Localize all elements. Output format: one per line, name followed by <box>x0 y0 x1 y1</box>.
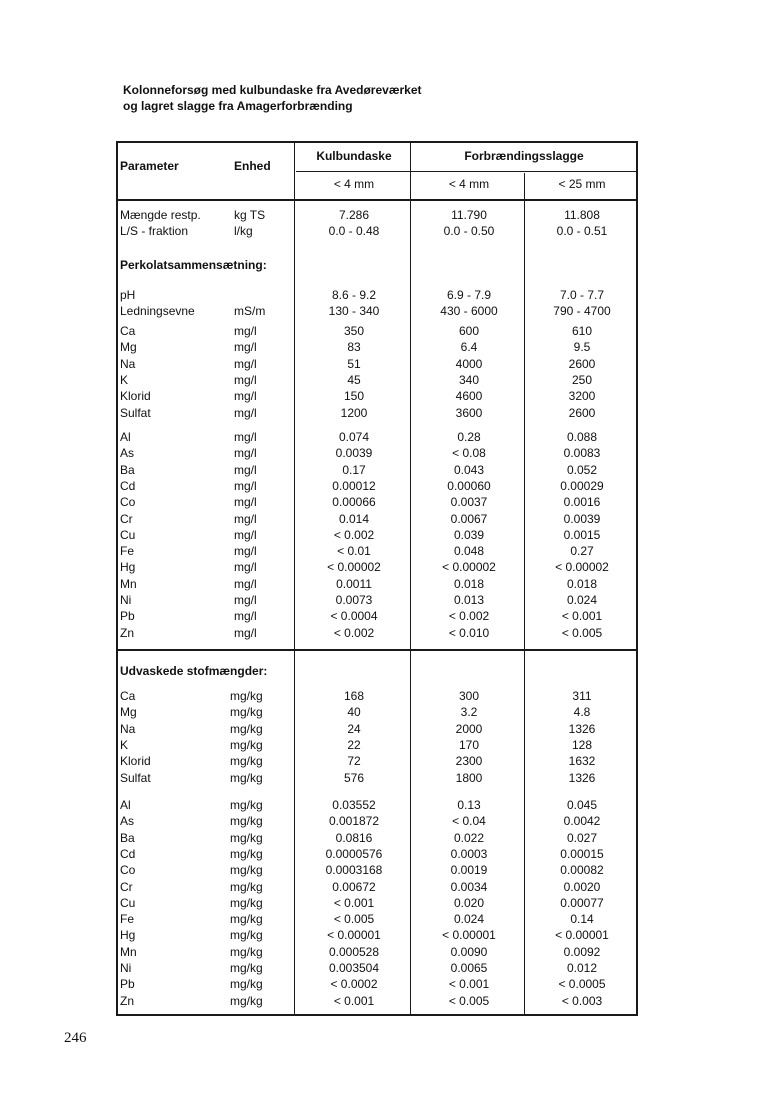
value-forb25-cell: 0.052 <box>566 462 598 477</box>
unit-cell: mg/l <box>234 511 257 526</box>
value-forb4-cell: 0.0 - 0.50 <box>443 224 495 239</box>
param-cell: Ca <box>120 324 136 338</box>
value-kul-cell: 130 - 340 <box>328 304 380 319</box>
unit-cell: mg/l <box>234 340 257 355</box>
value-forb25-cell: < 0.00002 <box>555 560 609 575</box>
unit-cell: mg/l <box>234 324 257 338</box>
value-forb4-cell: 0.048 <box>453 544 485 559</box>
param-cell: Ba <box>120 462 135 477</box>
value-forb4-cell: 0.022 <box>453 830 485 845</box>
param-cell: Cr <box>120 879 133 894</box>
param-cell: As <box>120 446 135 461</box>
param-cell: Mg <box>120 340 137 355</box>
value-forb4-cell: 170 <box>458 737 480 752</box>
value-forb25-cell: 9.5 <box>573 340 591 355</box>
value-forb4-cell: 430 - 6000 <box>440 304 498 319</box>
value-forb25-cell: < 0.003 <box>561 993 603 1008</box>
value-forb4-cell: 0.0019 <box>450 863 488 878</box>
value-kul-cell: < 0.01 <box>337 544 371 559</box>
value-forb4-cell: < 0.00001 <box>442 928 496 943</box>
value-kul-cell: < 0.0004 <box>330 609 378 624</box>
header-sub-forb-25: < 25 mm <box>558 177 606 191</box>
header-parameter: Parameter <box>120 159 179 173</box>
unit-cell: mg/l <box>234 527 257 542</box>
value-forb25-cell: 2600 <box>568 356 596 371</box>
param-cell: Na <box>120 721 136 736</box>
value-kul-cell: < 0.005 <box>333 912 375 927</box>
value-forb4-cell: 0.0065 <box>450 961 488 975</box>
value-forb25-cell: 0.045 <box>566 798 598 812</box>
value-forb25-cell: 0.024 <box>566 593 598 607</box>
unit-cell: mg/kg <box>230 846 263 861</box>
param-cell: Sulfat <box>120 770 151 785</box>
unit-cell: mg/l <box>234 446 257 461</box>
value-forb4-cell: 3600 <box>455 405 483 420</box>
value-kul-cell: 0.0039 <box>335 446 373 461</box>
header-forbraendingsslagge: Forbrændingsslagge <box>464 149 584 163</box>
unit-cell: mg/kg <box>230 961 263 975</box>
param-cell: pH <box>120 288 136 302</box>
param-cell: Ba <box>120 830 135 845</box>
value-forb4-cell: 0.018 <box>453 576 485 591</box>
value-forb25-cell: 0.0092 <box>563 944 601 959</box>
value-forb25-cell: 0.00015 <box>560 846 604 861</box>
value-kul-cell: 0.03552 <box>332 798 376 812</box>
param-cell: Cd <box>120 846 136 861</box>
value-forb25-cell: 128 <box>571 737 593 752</box>
value-kul-cell: 0.001872 <box>328 814 380 829</box>
unit-cell: mg/l <box>234 478 257 493</box>
unit-cell: mS/m <box>234 304 266 319</box>
value-forb4-cell: 4000 <box>455 356 483 371</box>
value-forb4-cell: < 0.00002 <box>442 560 496 575</box>
param-cell: K <box>120 372 129 387</box>
value-forb25-cell: 0.027 <box>566 830 598 845</box>
unit-cell: mg/l <box>234 356 257 371</box>
value-kul-cell: 0.014 <box>338 511 370 526</box>
section-divider-rule <box>118 649 636 651</box>
value-forb25-cell: 0.0039 <box>563 511 601 526</box>
value-forb4-cell: 0.28 <box>457 430 481 444</box>
value-forb4-cell: 4600 <box>455 389 483 404</box>
value-kul-cell: 0.000528 <box>328 944 380 959</box>
value-forb4-cell: 6.9 - 7.9 <box>446 288 492 302</box>
param-cell: Zn <box>120 625 135 640</box>
value-forb4-cell: < 0.04 <box>452 814 486 829</box>
value-forb25-cell: < 0.00001 <box>555 928 609 943</box>
unit-cell: mg/kg <box>230 993 263 1008</box>
unit-cell: l/kg <box>234 224 253 239</box>
value-kul-cell: 0.0000576 <box>325 846 383 861</box>
header-sub-forb-4: < 4 mm <box>448 177 490 191</box>
unit-cell: mg/kg <box>230 754 263 769</box>
value-forb4-cell: 0.020 <box>453 895 485 910</box>
column-rule-1 <box>294 143 295 1014</box>
value-forb4-cell: 0.043 <box>453 462 485 477</box>
value-kul-cell: 1200 <box>340 405 368 420</box>
value-forb4-cell: < 0.08 <box>452 446 486 461</box>
value-kul-cell: 0.0073 <box>335 593 373 607</box>
value-forb4-cell: < 0.005 <box>448 993 490 1008</box>
value-forb25-cell: 0.00082 <box>560 863 604 878</box>
value-forb25-cell: 2600 <box>568 405 596 420</box>
value-forb25-cell: < 0.005 <box>561 625 603 640</box>
header-bottom-rule <box>118 199 636 201</box>
unit-cell: mg/l <box>234 372 257 387</box>
value-forb4-cell: 0.039 <box>453 527 485 542</box>
value-forb4-cell: 0.0090 <box>450 944 488 959</box>
value-forb25-cell: < 0.0005 <box>558 977 606 992</box>
value-forb25-cell: 0.0015 <box>563 527 601 542</box>
title-line-2: og lagret slagge fra Amagerforbrænding <box>123 99 353 113</box>
header-kulbundaske: Kulbundaske <box>316 149 392 163</box>
section-udvaskede: Udvaskede stofmængder: <box>120 664 268 678</box>
value-kul-cell: < 0.00002 <box>327 560 381 575</box>
param-cell: Cu <box>120 527 136 542</box>
value-forb25-cell: 7.0 - 7.7 <box>559 288 605 302</box>
value-forb4-cell: 300 <box>458 689 480 703</box>
value-forb25-cell: 0.088 <box>566 430 598 444</box>
header-mid-rule <box>296 171 636 172</box>
value-forb4-cell: 0.0067 <box>450 511 488 526</box>
value-forb25-cell: 1326 <box>568 721 596 736</box>
param-cell: Ni <box>120 961 132 975</box>
param-cell: Ni <box>120 593 132 607</box>
value-forb25-cell: 0.00029 <box>560 478 604 493</box>
value-forb4-cell: 0.0037 <box>450 495 488 510</box>
value-kul-cell: 0.00012 <box>332 478 376 493</box>
value-forb25-cell: 311 <box>572 689 592 703</box>
param-cell: Fe <box>120 912 135 927</box>
value-forb25-cell: 1632 <box>568 754 596 769</box>
value-forb25-cell: 610 <box>571 324 593 338</box>
unit-cell: mg/kg <box>230 814 263 829</box>
value-forb4-cell: 2000 <box>455 721 483 736</box>
param-cell: Co <box>120 863 136 878</box>
param-cell: Cd <box>120 478 136 493</box>
value-forb4-cell: < 0.001 <box>448 977 490 992</box>
value-kul-cell: < 0.001 <box>333 993 375 1008</box>
param-cell: Fe <box>120 544 135 559</box>
value-forb25-cell: 0.0083 <box>563 446 601 461</box>
value-forb4-cell: 0.024 <box>453 912 485 927</box>
value-kul-cell: 0.00672 <box>332 879 376 894</box>
param-cell: K <box>120 737 129 752</box>
header-enhed: Enhed <box>234 159 271 173</box>
value-forb4-cell: 11.790 <box>451 208 487 222</box>
param-cell: Al <box>120 798 131 812</box>
value-forb25-cell: 0.018 <box>566 576 598 591</box>
unit-cell: mg/kg <box>230 944 263 959</box>
unit-cell: mg/kg <box>230 895 263 910</box>
param-cell: Mn <box>120 944 137 959</box>
value-forb25-cell: < 0.001 <box>561 609 603 624</box>
unit-cell: mg/kg <box>230 830 263 845</box>
value-kul-cell: 0.17 <box>342 462 366 477</box>
param-cell: Pb <box>120 977 135 992</box>
value-kul-cell: 0.0003168 <box>325 863 383 878</box>
value-kul-cell: 45 <box>347 372 361 387</box>
unit-cell: mg/kg <box>230 879 263 894</box>
value-forb4-cell: 600 <box>458 324 480 338</box>
value-forb4-cell: 0.13 <box>457 798 481 812</box>
value-kul-cell: 150 <box>343 389 365 404</box>
param-cell: Klorid <box>120 389 151 404</box>
unit-cell: mg/l <box>234 544 257 559</box>
value-forb25-cell: 790 - 4700 <box>553 304 611 319</box>
value-forb4-cell: < 0.002 <box>448 609 490 624</box>
unit-cell: mg/l <box>234 560 257 575</box>
param-cell: Hg <box>120 560 136 575</box>
value-kul-cell: 83 <box>347 340 361 355</box>
unit-cell: mg/kg <box>230 912 263 927</box>
unit-cell: mg/l <box>234 625 257 640</box>
value-forb4-cell: 2300 <box>455 754 483 769</box>
document-title <box>123 82 422 114</box>
value-kul-cell: < 0.002 <box>333 527 375 542</box>
unit-cell: mg/kg <box>230 977 263 992</box>
param-cell: Na <box>120 356 136 371</box>
value-kul-cell: < 0.001 <box>333 895 375 910</box>
value-kul-cell: 0.00066 <box>332 495 376 510</box>
value-forb4-cell: 340 <box>458 372 480 387</box>
param-cell: L/S - fraktion <box>120 224 189 239</box>
value-kul-cell: 72 <box>347 754 361 769</box>
value-kul-cell: 168 <box>343 689 365 703</box>
param-cell: Sulfat <box>120 405 151 420</box>
unit-cell: mg/l <box>234 593 257 607</box>
value-kul-cell: 7.286 <box>338 208 370 222</box>
value-forb4-cell: 1800 <box>455 770 483 785</box>
page-number: 246 <box>64 1030 87 1046</box>
param-cell: Ca <box>120 689 136 703</box>
value-forb4-cell: 3.2 <box>460 705 478 720</box>
param-cell: Hg <box>120 928 136 943</box>
unit-cell: mg/kg <box>230 770 263 785</box>
value-forb4-cell: 6.4 <box>460 340 478 355</box>
value-forb25-cell: 0.00077 <box>560 895 604 910</box>
param-cell: Mængde restp. <box>120 208 201 222</box>
value-kul-cell: 350 <box>343 324 365 338</box>
title-line-1: Kolonneforsøg med kulbundaske fra Avedøreværket <box>123 83 422 97</box>
value-kul-cell: < 0.00001 <box>327 928 381 943</box>
unit-cell: mg/kg <box>230 737 263 752</box>
value-forb25-cell: 3200 <box>568 389 596 404</box>
value-kul-cell: < 0.002 <box>333 625 375 640</box>
param-cell: Klorid <box>120 754 151 769</box>
header-sub-kul: < 4 mm <box>333 177 375 191</box>
unit-cell: mg/l <box>234 576 257 591</box>
unit-cell: mg/l <box>234 462 257 477</box>
value-kul-cell: 8.6 - 9.2 <box>331 288 377 302</box>
param-cell: As <box>120 814 135 829</box>
unit-cell: mg/l <box>234 430 257 444</box>
unit-cell: mg/l <box>234 609 257 624</box>
value-forb25-cell: 4.8 <box>573 705 591 720</box>
unit-cell: mg/kg <box>230 798 263 812</box>
unit-cell: mg/l <box>234 389 257 404</box>
value-kul-cell: 0.003504 <box>328 961 380 975</box>
value-forb4-cell: 0.013 <box>453 593 485 607</box>
value-kul-cell: 51 <box>347 356 361 371</box>
value-kul-cell: 40 <box>347 705 361 720</box>
param-cell: Mg <box>120 705 137 720</box>
unit-cell: mg/kg <box>230 928 263 943</box>
value-forb4-cell: 0.0003 <box>450 846 488 861</box>
value-forb25-cell: 1326 <box>568 770 596 785</box>
param-cell: Co <box>120 495 136 510</box>
value-kul-cell: 24 <box>347 721 361 736</box>
value-forb25-cell: 0.0042 <box>563 814 601 829</box>
value-kul-cell: 576 <box>343 770 365 785</box>
value-forb25-cell: 0.27 <box>570 544 594 559</box>
value-kul-cell: 0.0816 <box>335 830 373 845</box>
param-cell: Ledningsevne <box>120 304 195 319</box>
value-forb25-cell: 250 <box>571 372 593 387</box>
value-forb25-cell: 0.0016 <box>563 495 601 510</box>
results-table <box>116 141 638 1016</box>
param-cell: Cr <box>120 511 133 526</box>
value-kul-cell: 22 <box>347 737 361 752</box>
unit-cell: mg/kg <box>230 721 263 736</box>
value-kul-cell: 0.0011 <box>336 576 372 591</box>
param-cell: Cu <box>120 895 136 910</box>
unit-cell: kg TS <box>234 208 266 222</box>
param-cell: Mn <box>120 576 137 591</box>
unit-cell: mg/kg <box>230 863 263 878</box>
value-forb4-cell: 0.0034 <box>450 879 488 894</box>
param-cell: Zn <box>120 993 135 1008</box>
value-forb25-cell: 0.14 <box>570 912 594 927</box>
unit-cell: mg/kg <box>230 689 263 703</box>
value-kul-cell: 0.0 - 0.48 <box>328 224 380 239</box>
value-forb4-cell: 0.00060 <box>447 478 491 493</box>
value-forb25-cell: 0.0020 <box>563 879 601 894</box>
value-forb25-cell: 0.0 - 0.51 <box>556 224 608 239</box>
section-perkolat: Perkolatsammensætning: <box>120 258 267 272</box>
unit-cell: mg/l <box>234 405 257 420</box>
value-forb4-cell: < 0.010 <box>448 625 490 640</box>
param-cell: Al <box>120 430 131 444</box>
param-cell: Pb <box>120 609 135 624</box>
value-kul-cell: 0.074 <box>338 430 370 444</box>
value-kul-cell: < 0.0002 <box>330 977 378 992</box>
unit-cell: mg/kg <box>230 705 263 720</box>
value-forb25-cell: 0.012 <box>566 961 598 975</box>
value-forb25-cell: 11.808 <box>564 208 600 222</box>
unit-cell: mg/l <box>234 495 257 510</box>
